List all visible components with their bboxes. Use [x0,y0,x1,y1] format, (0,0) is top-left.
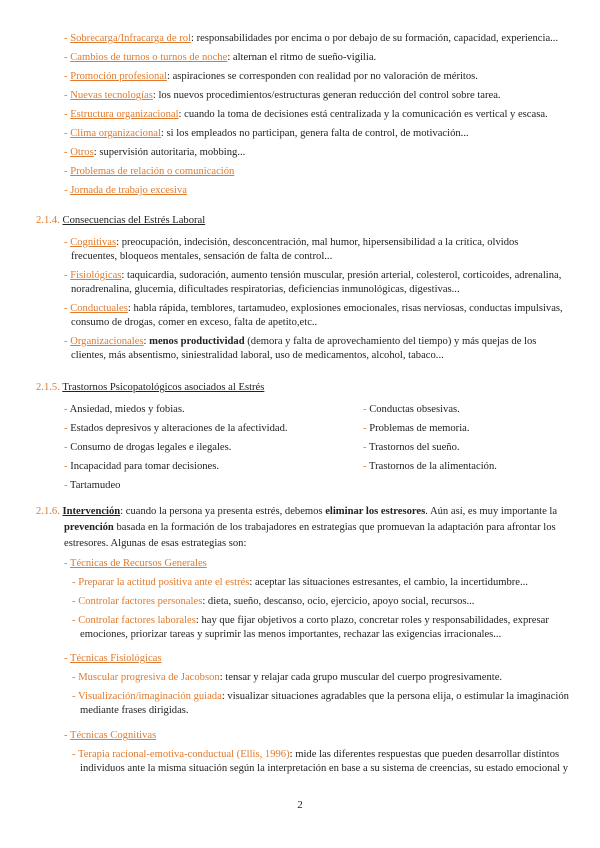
list-item: - Tartamudeo [64,480,121,491]
list-item: - Clima organizacional: si los empleados no participan, genera falta de control, de motivación... [64,128,469,139]
list-item: - Muscular progresiva de Jacobson: tensar y relajar cada grupo muscular del cuerpo progresivamente. [72,672,503,683]
subsection-title: - Técnicas de Recursos Generales [64,558,207,569]
list-item-continuation: noradrenalina, glucemia, dificultades respiratorias, deficiencias inmunológicas, digestivas... [71,284,460,295]
list-item-continuation: individuos ante la misma situación según la interpretación en base a su sistema de creencias, su estado emocional y [80,763,569,774]
list-item: - Incapacidad para tomar decisiones. [64,461,220,472]
list-item: - Preparar la actitud positiva ante el estrés: aceptar las situaciones estresantes, el cambio, la incertidumbre... [72,577,528,588]
page-number: 2 [297,799,303,811]
paragraph-line: prevención basada en la formación de los trabajadores en estrategias que promuevan la adaptación para afrontar los [64,522,556,533]
list-item: - Ansiedad, miedos y fobias. [64,404,185,415]
list-item: - Controlar factores personales: dieta, sueño, descanso, ocio, ejercicio, apoyo social, recursos... [72,596,475,607]
list-item: - Promoción profesional: aspiraciones se corresponden con realidad por no valoración de méritos. [64,71,478,82]
list-item: - Organizacionales: menos productividad (demora y falta de aprovechamiento del tiempo) y más quejas de los [64,336,537,347]
list-item: - Otros: supervisión autoritaria, mobbing... [64,147,246,158]
section-heading-2-1-5: 2.1.5. Trastornos Psicopatológicos asociados al Estrés [36,382,265,393]
list-item: - Problemas de memoria. [363,423,470,434]
subsection-title: - Técnicas Cognitivas [64,730,157,741]
list-item: - Problemas de relación o comunicación [64,166,235,177]
list-item: - Trastornos del sueño. [363,442,460,453]
list-item: - Conductuales: habla rápida, temblores, tartamudeo, explosiones emocionales, risas nerviosas, conductas impulsivas, [64,303,563,314]
list-item: - Cognitivas: preocupación, indecisión, desconcentración, mal humor, hipersensibilidad a la crítica, olvidos [64,237,519,248]
list-item: - Sobrecarga/Infracarga de rol: responsabilidades por encima o por debajo de su formación, capacidad, experiencia... [64,33,559,44]
list-item: - Fisiológicas: taquicardia, sudoración, aumento tensión muscular, presión arterial, colesterol, corticoides, adrenalina, [64,270,562,281]
list-item: - Consumo de drogas legales e ilegales. [64,442,232,453]
list-item-continuation: mediante frases dirigidas. [80,705,189,716]
section-heading-2-1-6: 2.1.6. Intervención: cuando la persona ya presenta estrés, debemos eliminar los estresores. Aún así, es muy importante la [36,506,558,517]
list-item-continuation: emociones, priorizar tareas y suprimir las menos importantes, rechazar las exigencias irracionales... [80,629,502,640]
paragraph-line: estresores. Algunas de esas estrategias son: [64,538,247,549]
list-item: - Estados depresivos y alteraciones de la afectividad. [64,423,288,434]
subsection-title: - Técnicas Fisiológicas [64,653,162,664]
list-item: - Cambios de turnos o turnos de noche: alternan el ritmo de sueño-vigilia. [64,52,377,63]
list-item: - Nuevas tecnologías: los nuevos procedimientos/estructuras generan reducción del control sobre tarea. [64,90,501,101]
list-item: - Jornada de trabajo excesiva [64,185,187,196]
list-item: - Conductas obsesivas. [363,404,460,415]
list-item: - Terapia racional-emotiva-conductual (Ellis, 1996): mide las diferentes respuestas que pueden desarrollar distintos [72,749,560,760]
list-item: - Estructura organizacional: cuando la toma de decisiones está centralizada y la comunicación es vertical y escasa. [64,109,548,120]
list-item-continuation: consumo de drogas, comer en exceso, falta de apetito,etc.. [71,317,318,328]
list-item: - Controlar factores laborales: hay que fijar objetivos a corto plazo, concretar roles y responsabilidades, expresar [72,615,549,626]
list-item: - Visualización/imaginación guiada: visualizar situaciones agradables que la persona elija, o estimular la imaginación [72,691,569,702]
list-item-continuation: frecuentes, bloqueos mentales, sensación de falta de control... [71,251,333,262]
list-item: - Trastornos de la alimentación. [363,461,497,472]
section-heading-2-1-4: 2.1.4. Consecuencias del Estrés Laboral [36,215,206,226]
list-item-continuation: clientes, más absentismo, siniestralidad laboral, uso de medicamentos, alcohol, tabaco... [71,350,444,361]
